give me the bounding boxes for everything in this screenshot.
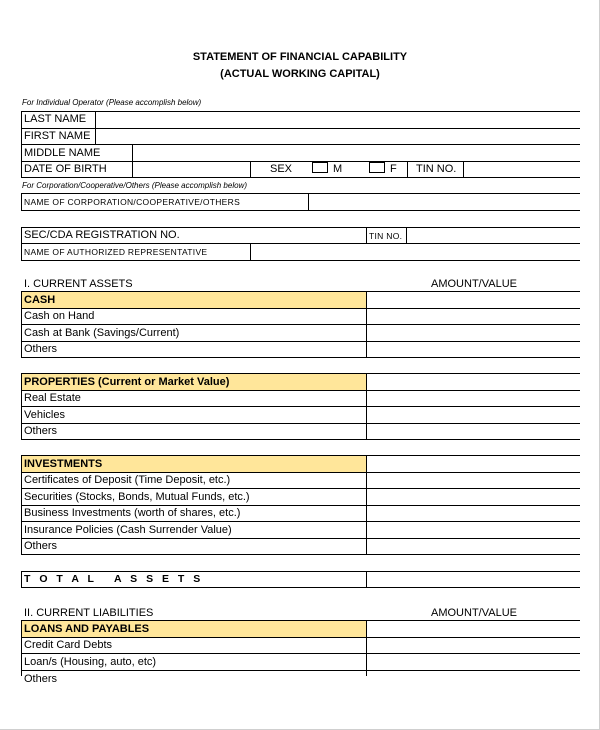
investments-item: Insurance Policies (Cash Surrender Value) — [24, 524, 232, 536]
rule — [21, 260, 580, 261]
sec-cda-field[interactable] — [150, 228, 365, 242]
cash-others-amount[interactable] — [367, 342, 579, 357]
real-estate-amount[interactable] — [367, 391, 579, 406]
investments-item: Business Investments (worth of shares, etc.) — [24, 507, 241, 519]
representative-field[interactable] — [251, 244, 579, 259]
loans-title: LOANS AND PAYABLES — [24, 623, 150, 635]
credit-card-amount[interactable] — [367, 638, 579, 653]
rule — [21, 373, 580, 374]
properties-item: Real Estate — [24, 392, 81, 404]
rule — [21, 439, 580, 440]
loans-item: Others — [24, 673, 58, 685]
rule — [21, 210, 580, 211]
corp-tin-label: TIN NO. — [369, 231, 403, 241]
cash-item: Cash at Bank (Savings/Current) — [24, 327, 180, 339]
first-name-label: FIRST NAME — [24, 130, 91, 142]
rule — [407, 161, 408, 177]
loans-item: Credit Card Debts — [24, 639, 113, 651]
last-name-label: LAST NAME — [24, 113, 87, 125]
cash-on-hand-amount[interactable] — [367, 309, 579, 324]
investments-others-amount[interactable] — [367, 539, 579, 554]
first-name-field[interactable] — [96, 129, 579, 144]
rule — [21, 587, 580, 588]
middle-name-field[interactable] — [133, 145, 579, 160]
rule — [21, 620, 580, 621]
tin-label: TIN NO. — [416, 163, 457, 175]
vehicles-amount[interactable] — [367, 407, 579, 422]
properties-item: Vehicles — [24, 409, 65, 421]
loans-item-clip — [22, 671, 362, 685]
rule — [21, 193, 22, 210]
investments-item: Others — [24, 540, 58, 552]
last-name-field[interactable] — [96, 112, 579, 127]
corporation-section-label: For Corporation/Cooperative/Others (Please accomplish below) — [22, 181, 247, 190]
rule — [21, 291, 580, 292]
total-assets-label: T O T A L A S S E T S — [24, 573, 204, 585]
rule — [250, 161, 251, 177]
male-label: M — [333, 163, 343, 175]
form-title: STATEMENT OF FINANCIAL CAPABILITY — [192, 51, 408, 63]
corporation-name-label: NAME OF CORPORATION/COOPERATIVE/OTHERS — [24, 197, 241, 207]
assets-amount-heading: AMOUNT/VALUE — [431, 278, 517, 290]
date-of-birth-field[interactable] — [133, 162, 249, 177]
rule — [21, 620, 22, 676]
investments-item: Certificates of Deposit (Time Deposit, etc.) — [24, 474, 231, 486]
rule — [21, 291, 22, 357]
certificates-amount[interactable] — [367, 473, 579, 488]
cash-title: CASH — [24, 294, 56, 306]
investments-title: INVESTMENTS — [24, 458, 103, 470]
date-of-birth-label: DATE OF BIRTH — [24, 163, 107, 175]
insurance-amount[interactable] — [367, 522, 579, 537]
cash-item: Others — [24, 343, 58, 355]
current-assets-heading: I. CURRENT ASSETS — [24, 278, 133, 290]
rule — [21, 455, 22, 554]
liabilities-amount-heading: AMOUNT/VALUE — [431, 607, 517, 619]
properties-item: Others — [24, 425, 58, 437]
securities-amount[interactable] — [367, 489, 579, 504]
rule — [21, 177, 580, 178]
total-assets-amount[interactable] — [367, 572, 579, 587]
male-checkbox[interactable] — [312, 162, 328, 173]
rule — [21, 571, 22, 587]
loans-amount[interactable] — [367, 654, 579, 669]
rule — [21, 455, 580, 456]
rule — [21, 357, 580, 358]
investments-item: Securities (Stocks, Bonds, Mutual Funds, etc.) — [24, 491, 250, 503]
rule — [21, 227, 22, 260]
form-subtitle: (ACTUAL WORKING CAPITAL) — [220, 68, 380, 80]
current-liabilities-heading: II. CURRENT LIABILITIES — [24, 607, 154, 619]
individual-section-label: For Individual Operator (Please accomplish below) — [22, 98, 202, 107]
properties-others-amount[interactable] — [367, 424, 579, 439]
rule — [366, 227, 367, 243]
rule — [21, 111, 22, 177]
representative-label: NAME OF AUTHORIZED REPRESENTATIVE — [24, 247, 208, 257]
sec-cda-label: SEC/CDA REGISTRATION NO. — [24, 229, 180, 241]
middle-name-label: MIDDLE NAME — [24, 147, 101, 159]
loans-item: Loan/s (Housing, auto, etc) — [24, 656, 157, 668]
cash-item: Cash on Hand — [24, 310, 95, 322]
cash-header-fill — [22, 292, 366, 308]
tin-field[interactable] — [464, 162, 579, 177]
sex-label: SEX — [270, 163, 293, 175]
female-checkbox[interactable] — [369, 162, 385, 173]
rule — [21, 554, 580, 555]
properties-title: PROPERTIES (Current or Market Value) — [24, 376, 230, 388]
female-label: F — [390, 163, 397, 175]
rule — [21, 373, 22, 439]
cash-at-bank-amount[interactable] — [367, 325, 579, 340]
business-investments-amount[interactable] — [367, 506, 579, 521]
corp-tin-field[interactable] — [407, 228, 579, 242]
corporation-name-field[interactable] — [309, 194, 579, 209]
